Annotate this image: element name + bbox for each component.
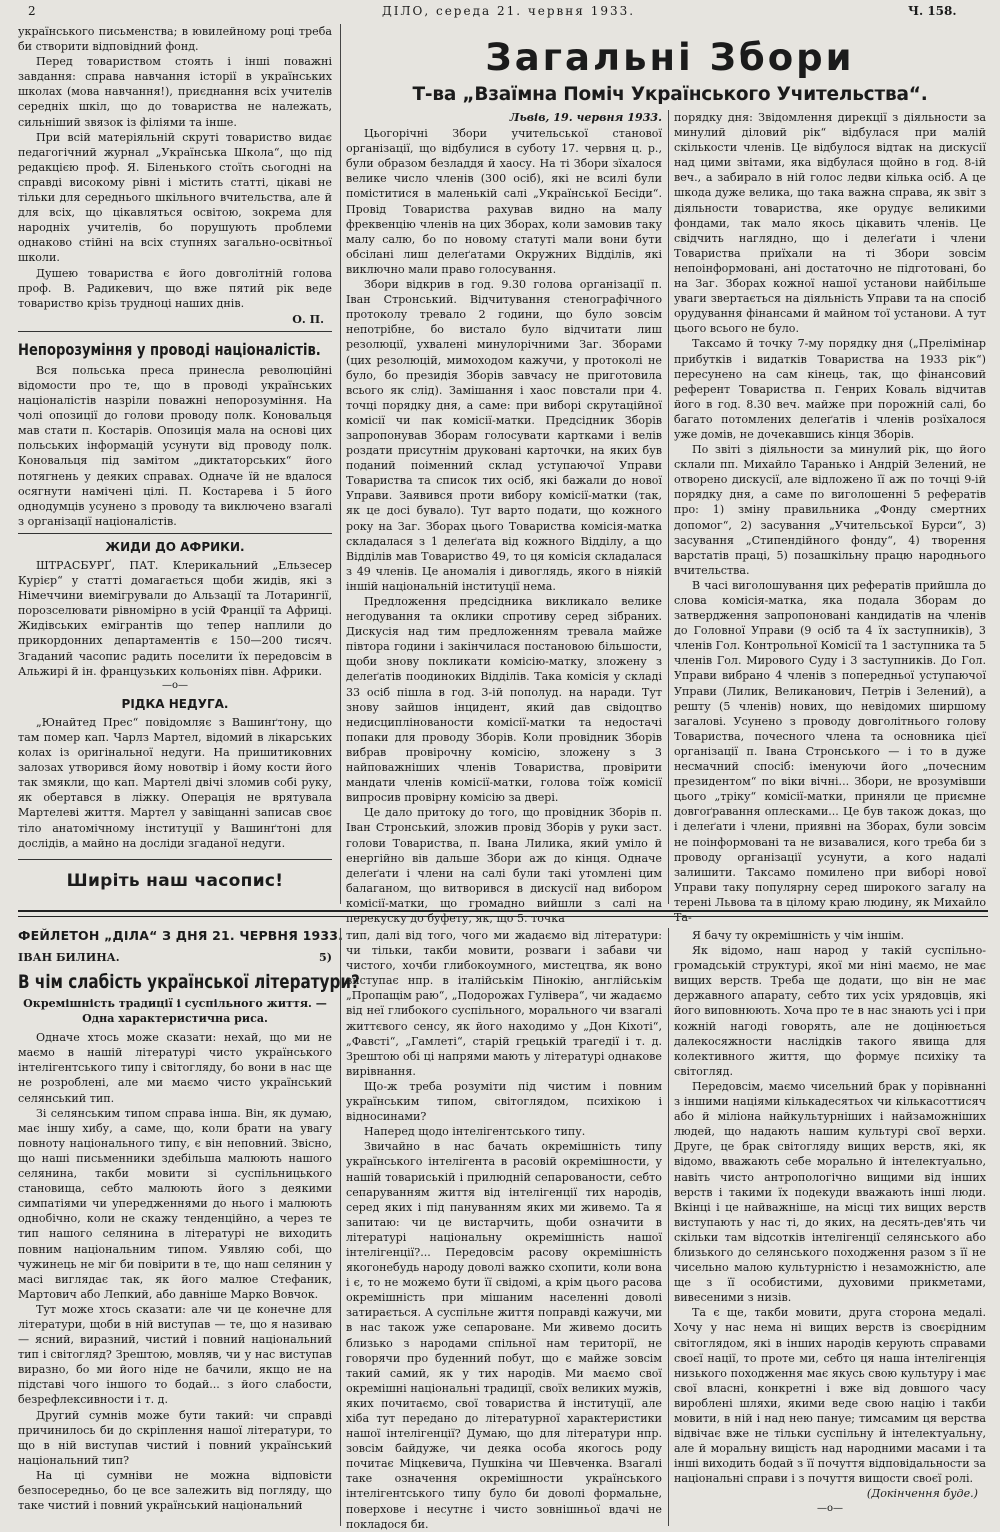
feuilleton-byline — [18, 950, 332, 965]
feuilleton-subtitle: Окремішність традиції і суспільного життя. — Одна характеристична риса. — [23, 997, 327, 1026]
article-paragraph: порядку дня: Звідомлення дирекції з діяльности за минулий діловий рік“ відбулася при малій скількости членів. Це відбулося відтак на дискусії над цими звітами, яка відбулася щойно в год. 8-ій веч., а забирало в ній голос ледви кілька осіб. А це шкода дуже велика, що така важна справа, як звіт з діяльности товариства, яке орудує великими фондами, так мало якось цікавить членів. Це свідчить наглядно, що і делеґати і члени Товариства приїхали на ті Збори зовсім непоінформовані, ані достаточно не підготовані, бо на Заг. Зборах кожної нашої установи найбільше уваги звертається на діяльність Управи та на спосіб орудування фінансами й майном тої установи. А тут цього всього не було. — [674, 111, 986, 336]
article-paragraph: В часі виголошування цих рефератів прийшла до слова комісія-матка, яка подала Зборам до затвердження запропоновані кандидатів на членів до Головної Управи (9 осіб та 4 їх заступників), 3 членів Гол. Контрольної Комісії та 1 заступника та 5 членів Гол. Мирового Суду і 3 заступників. До Гол. Управи вибрано 4 членів з попередньої уступаючої Управи (Лилик, Великанович, Петрів і Зелений), а решту (5 членів) нових, що невідомих ширшому загалові. Усунено з проводу довголітнього голову Товариства, почесного члена та основника цієї організації п. Івана Стронського — і то в дуже несмачний спосіб: іменуючи його „почесним президентом“ по віки вічні... Збори, не врозумівши цього „тріку“ комісії-матки, приняли це приємне довгоґравання оплесками... Це був також доказ, що і делеґати і члени, приявні на Зборах, були зовсім не поінформовані та не визавалися, кого треба би з проводу організації усунути, а кого надалі залишити. Таксамо помилено при виборі нової Управи таку популярну серед широкого загалу на терені Львова та в цілому краю людину, як Михайло Та- — [674, 578, 986, 924]
intro-paragraph: При всій матеріяльній скруті товариство видає педагогічний журнал „Українська Школа“, що під редакцією проф. Я. Біленького стоїть сьогодні на справді високому рівні і містить статті, цікаві не тільки для середнього шкільного вчительства, але й для всіх, що цікавляться освітою, зокрема для народніх учителів, бо порушують проблеми однаково стійні на всіх ступнях загально-освітньої школи. — [18, 130, 332, 265]
feuilleton-paragraph: Звичайно в нас бачать окремішність типу українського інтелігента в расовій окремішности, у нашій товариській і прилюдній сепарованости, себто сепаруванням життя від інтелігенції тих народів, серед яких і під пануванням яких ми живемо. Та я запитаю: чи це вистарчить, щоби означити в літературі національну окремішність нашої інтелігенції?... Передовсім расову окремішність якогонебудь народу доволі важко схопити, коли вона і є, то не можемо бути її свідомі, а крім цього расова окремішність при мішаним населенні доволі затирається. А суспільне життя поправді кажучи, ми в нас також уже сепароване. Ми живемо досить близько з народами спільної нам території, не говорячи про буденний побут, що є майже зовсім такий самий, як у тих народів. Ми маємо свої окремішні національні традиції, своїх великих мужів, яких почитаємо, свої товариства й інституції, але хіба тут передано до літературної характеристики нашої інтелігенції? Думаю, що для літератури нпр. зовсім байдуже, чи деяка особа якогось роду почитає Міцкевича, Пушкіна чи Шевченка. Взагалі таке означення окремішности українського інтелігентського типу було би доволі формальне, поверхове і несутнє і чисто зовнішньої вдачі не покладося би. — [346, 1140, 662, 1531]
column-rule — [668, 110, 669, 904]
feuilleton-paragraph: Другий сумнів може бути такий: чи справді причинилось би до скріплення нашої літератури, то що в ній виступав чистий і повний український національний тип? — [18, 1408, 332, 1467]
divider — [18, 331, 332, 332]
article-paragraph: Цьогорічні Збори учительської станової організації, що відбулися в суботу 17. червня ц. р., були образом безладдя й хаосу. На ті Збори зїхалося велике число членів (300 осіб), які не всилі були поміститися в маленькій салі „Української Бесіди“. Провід Товариства рахував видно на малу фреквенцію членів на цих Зборах, коли замовив таку малу салю, бо по новому статуті мали вони бути обсілані лиш делеґатами Окружних Відділів, які виключно мали право голосування. — [346, 127, 662, 276]
column-rule — [668, 928, 669, 1526]
feuilleton-col3 — [674, 928, 986, 1526]
article-paragraph: Це дало притоку до того, що провідник Зборів п. Іван Стронський, зложив провід Зборів у руки заст. голови Товариства, п. Івана Лилика, який уміло й енергійно вів дальше Збори аж до кінця. Одначе делеґати і члени на салі були такі утомлені цим балаганом, що витворився в дискусії над вибором комісії-матки, що громадно вийшли з салі на перекуску до буфету, як, що 5. точка — [346, 806, 662, 925]
section-separator — [18, 910, 988, 912]
intro-paragraph: Душею товариства є його довголітній голова проф. В. Радикевич, що вже пятий рік веде товариство крізь трудноці наших днів. — [18, 266, 332, 310]
divider — [18, 859, 332, 860]
divider — [18, 533, 332, 534]
article-paragraph: Таксамо й точку 7-му порядку дня („Прелімінар прибутків і видатків Товариства на 1933 рік“) пересунено на сам кінець, так, що фінансовий референт Товариства п. Генрих Коваль відчитав його в год. 8.30 веч. майже при порожній салі, бо багато потомлених делеґатів і членів розїхалося уже домів, не дочекавшись кінця Зборів. — [674, 337, 986, 441]
feuilleton-col1 — [18, 928, 360, 1526]
main-article-subtitle: Т-ва „Взаїмна Поміч Українського Учительства“. — [412, 84, 928, 105]
main-article-title: Загальні Збори — [485, 36, 855, 79]
feuilleton-paragraph: тип, далі від того, чого ми жадаємо від літератури: чи тільки, такби мовити, розваги і забави чи чистого, хочби глибокоумного, мистецтва, як воно виступає нпр. в італійськім Пінокію, англійськім „Пропащім раю“, „Подорожах Гулівера“, чи жадаємо від неї глибокого суспільного, морального чи взагалі життєвого сенсу, як його находимо у „Дон Кіхоті“, „Фавсті“, „Гамлеті“, старій грецькій трагедії і т. д. Зрештою обі ці напрями мають у літературі однакове вирівнання. — [346, 929, 662, 1078]
feuilleton-paragraph: Зі селянським типом справа інша. Він, як думаю, має іншу хибу, а саме, що, коли брати на увагу повноту національного типу, є він неповний. Звісно, що наші письменники здебільша малюють нашого селянина, такби мовити зі суспільницького становища, себто малюють його з деякими симпатіями чи упередженнями до нього і малюють однобічно, коли не скажу тенденційно, а через те тип нашого селянина в літературі не виходить повним національним типом. Уявляю собі, що чужинець не міг би повірити в те, що наш селянин у масі виглядає так, як його малюе Стефаник, Мартович або Лепкий, або давніше Марко Вовчок. — [18, 1106, 332, 1301]
feuilleton-paragraph: Та є ще, такби мовити, друга сторона медалі. Хочу у нас нема ні вищих верств із своєрідним світоглядом, які в інших народів керують справами своєї нації, то проте ми, себто ця наша інтелігенція низького походження має якусь свою культуру і має свої власні, конкретні і вже від довшого часу вироблені шляхи, якими веде свою націю і такби мовити, в ній і над нею пануе; тимсамим ця верства відвічає вже не тільки суспільну й інтелектуальну, але й моральну вищість над народними масами і та інші виходить бодай з її почуття відповідальности за національні справи і з почуття вищости своєї ролі. — [674, 1306, 986, 1486]
jews-paragraph: ШТРАСБУРҐ, ПАТ. Клерикальний „Ельзесер Курієр“ у статті домагається щоби жидів, які з Німеччини виемігрували до Альзації та Лотарингії, порозселювати рівномірно в усій Франції та Африці. Жидівських емігрантів що тепер наплили до прикордонних департаментів є 150—200 тисяч. Згаданий часопис радить поселити їх передовсім в Альжирі й ін. французьких кольоніях півн. Африки. — [18, 559, 332, 678]
intro-paragraph: українського письменства; в ювилейному році треба би створити відповідний фонд. — [18, 25, 332, 54]
page-number: 2 — [28, 4, 36, 18]
masthead: ДІЛО, середа 21. червня 1933. — [382, 4, 636, 18]
column-rule — [340, 928, 341, 1526]
jews-heading: ЖИДИ ДО АФРИКИ. — [105, 539, 245, 554]
feuilleton-paragraph: Передовсім, маємо чисельний брак у порівнанні з іншими націями кількадесятьох чи кількасоттисяч або й міліона найкультурніших і найзаможніших людей, що надають нашим культурі свої верхи. Друге, це брак світогляду вищих верств, які, як відомо, вважають себе морально й інтелектуально, навіть чисто антропологічно вищими від інших верств і такими їх подекуди вважають інші люди. Вкінці і це найважніше, на місці тих вищих верств виступають у нас ті, до яких, на десять-дев'ять чи скільки там відсотків інтелігенції селянського або близького до селянського походження разом з її не чисельно малою культурністю і незаможністю, але ще з її особистими, духовими прикметами, вивесеними з низів. — [674, 1079, 986, 1305]
main-article-col1 — [346, 110, 662, 925]
feuilleton-paragraph: Як відомо, наш народ у такій суспільно-громадській структурі, якої ми ніні маємо, не має вищих верств. Треба ще додати, що він не має державного апарату, себто тих усіх урядовців, які його виповнюють. Хоча про те в нас знають усі і при кожній нагоді говорять, але не доцінюється далекосяжности наслідків такого явища для колективного життя, що формує психіку та світогляд. — [674, 944, 986, 1078]
disease-paragraph: „Юнайтед Прес“ повідомляє з Вашинґтону, що там помер кап. Чарлз Мартел, відомий в лікарських колах із оригінальної недуги. На пришитиковних залозах утворився йому новотвір і йому кости його так змякли, що кап. Мартелі двічі зломив собі руку, як обертався в ліжку. Операція не врятувала Мартелеві життя. Мартел у завіщанні записав своє тіло анатомічному інституції у Вашинґтоні для дослідів, а майно на досліди згаданої недуги. — [18, 715, 332, 850]
article-paragraph: Збори відкрив в год. 9.30 голова організації п. Іван Стронський. Відчитування стенографічного протоколу тревало 2 години, що було зовсім непотрібне, бо вистало було відчитати лиш резолюції, ухвалені минулорічними Заг. Зборами (цих резолюцій, мимоходом кажучи, у протоколі не було, бо президія Зборів завчасу не приготовила всього як слід). Замішання і хаос повстали при 4. точці порядку дня, а саме: при виборі скрутаційної комісії чи пак комісії-матки. Предсідник Зборів запропонував Зборам голосувати картками і велів роздати присутнім друковані карточки, на яких був поданий поіменний склад уступаючої Управи Товариства та список тих осіб, які бажали до нової Управи. Заявився проти вибору комісії-матки (так, як це досі бувало). Тут варто подати, що кожного року на Заг. Зборах цього Товариства комісія-матка складалася з 1 делеґата від кожного Відділу, а що Відділів мав Товариство 49, то ця комісія складалася з 49 членів. Це аномалія і дивоглядь, якого в ніякій іншій національній інституції нема. — [346, 278, 662, 593]
main-article-col2 — [674, 110, 986, 924]
issue-number: Ч. 158. — [908, 4, 957, 18]
left-column — [18, 24, 332, 904]
continuation-note: (Докінчення буде.) — [866, 1487, 978, 1501]
nationalists-heading: Непорозуміння у проводі націоналістів. — [18, 339, 321, 359]
article-signature: О. П. — [292, 312, 324, 326]
disease-heading: РІДКА НЕДУГА. — [121, 696, 229, 711]
feuilleton-header: ФЕЙЛЕТОН „ДІЛА“ З ДНЯ 21. ЧЕРВНЯ 1933. — [18, 928, 344, 943]
ornament-divider: —o— — [161, 679, 189, 691]
ornament-divider: —o— — [816, 1502, 844, 1514]
feuilleton-paragraph: Наперед щодо інтелігентського типу. — [364, 1125, 586, 1139]
page-header — [0, 0, 1000, 22]
feuilleton-paragraph: Тут може хтось сказати: але чи це конечне для літератури, щоби в ній виступав — те, що я називаю — ясний, виразний, чистий і повний національний тип і світогляд? Зрештою, мовляв, чи у нас виступав виразно, бо ми його ніде не бачили, якщо не на підставі чого іншого то бодай... з його слабости, безрефлексивности і т. д. — [18, 1302, 332, 1407]
feuilleton-paragraph: Що-ж треба розуміти під чистим і повним українським типом, світоглядом, психікою і відносинами? — [346, 1079, 662, 1124]
promo-slogan: Ширіть наш часопис! — [66, 870, 284, 891]
feuilleton-author: ІВАН БИЛИНА. — [18, 951, 120, 965]
nationalists-paragraph: Вся польська преса принесла революційні відомости про те, що в проводі українських націоналістів назріли поважні непорозуміння. На чолі опозиції до голови проводу полк. Коновальця мав стати п. Костарів. Опозиція мала на основі цих польських інформацій усунути від проводу полк. Коновальця під замітом „диктаторських“ його потягнень у деяких справах. Одначе їй не вдалося осягнути намічені цілі. П. Костарева і 5 його однодумців усунено з проводу та виключено взагалі з організації націоналістів. — [18, 363, 332, 528]
feuilleton-paragraph: Одначе хтось може сказати: нехай, що ми не маємо в нашій літературі чисто українського інтелігентського типу і світогляду, бо вони в нас ще не розроблені, але ми маємо чисто український селянський тип. — [18, 1031, 332, 1105]
feuilleton-title: В чім слабість української літератури? — [18, 971, 360, 994]
feuilleton-part: 5) — [319, 951, 332, 965]
dateline: Львів, 19. червня 1933. — [509, 111, 662, 124]
column-rule — [340, 24, 341, 904]
intro-paragraph: Перед товариством стоять і інші поважні завдання: справа навчання історії в українських школах (мова навчання!), приєднання всіх учителів середніх шкіл, що до товариства не належать, сильніший звязок із філіями та інше. — [18, 55, 332, 129]
feuilleton-paragraph: На ці сумніви не можна відповісти безпосередньо, бо це все залежить від погляду, що таке чистий і повний український національний — [18, 1468, 332, 1513]
feuilleton-col2 — [346, 928, 662, 1531]
section-separator-thin — [18, 916, 988, 917]
feuilleton-paragraph: Я бачу ту окремішність у чім іншім. — [692, 929, 905, 942]
article-paragraph: По звіті з діяльности за минулий рік, що його склали пп. Михайло Таранько і Андрій Зелений, не отворено дискусії, але відложено її аж по точці 9-ій порядку дня, а саме по виголошенні 5 рефератів про: 1) зміну правильника „Фонду смертних допомог“, 2) засування „Учительської Бурси“, 3) засування „Стипендійного фонду“, 4) творення варстатів праці, 5) позашкільну працю народнього вчительства. — [674, 443, 986, 577]
article-paragraph: Предложення предсідника викликало велике негодування та оклики спротиву серед зібраних. Дискусія над тим предложенням тревала майже півтора години і закінчилася постановою більшости, щоби знову покликати комісію-матку, зложену з делеґатів поодиноких Відділів. Така комісія у складі 33 осіб пішла в год. 3-ій пополуд. на наради. Тут знову зайшов інцидент, який дав свідоцтво недисциплінованости комісії-матки та недостачі попаки для проводу Зборів. Коли провідник Зборів вибрав провірочну комісію, зложену з 3 найповажніших членів Товариства, провірити мандати членів комісії-матки, голова тоїж комісії випросив провірну комісію за двері. — [346, 595, 662, 805]
